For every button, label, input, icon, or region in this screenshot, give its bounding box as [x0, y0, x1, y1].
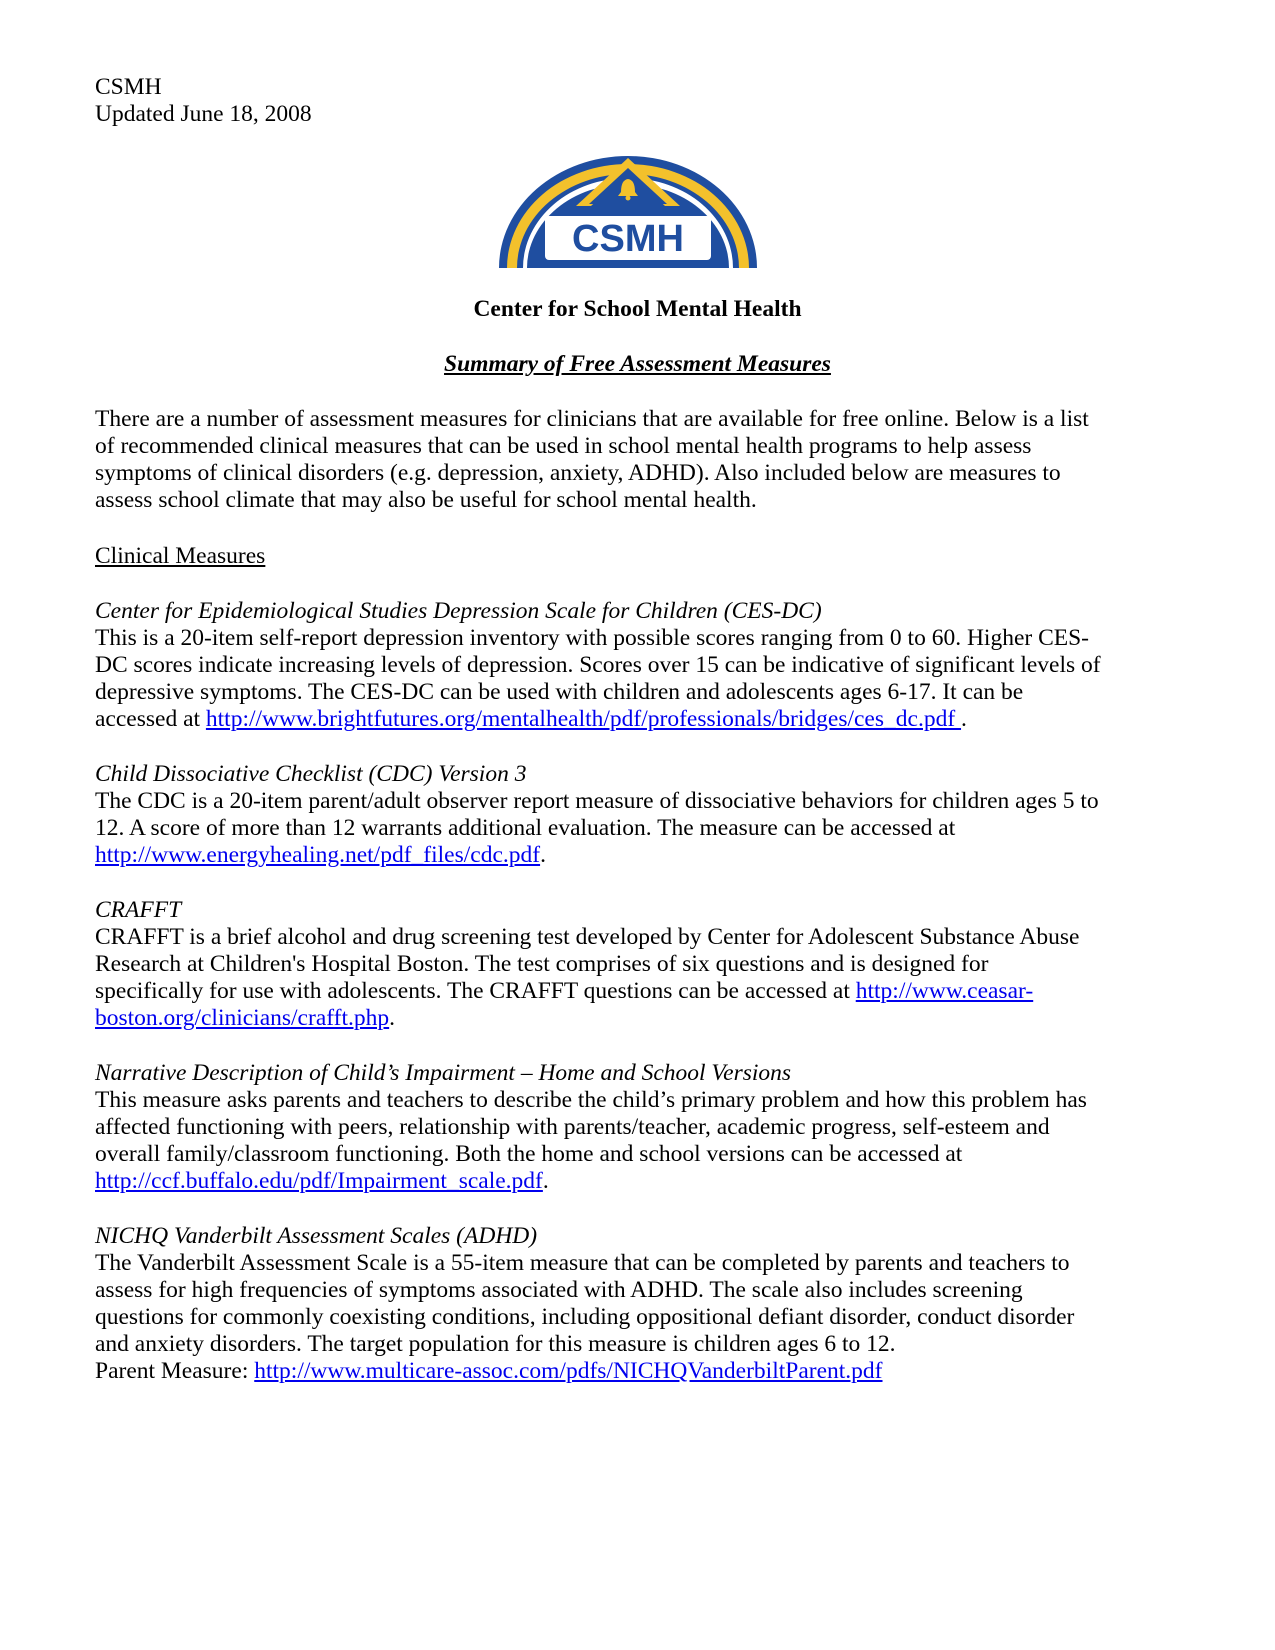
measure-text: questions for commonly coexisting conditions, including oppositional defiant disorder, conduct disorder	[95, 1304, 1075, 1330]
narrative-link[interactable]: http://ccf.buffalo.edu/pdf/Impairment_scale.pdf	[95, 1168, 543, 1194]
measure-link-line	[95, 1167, 549, 1195]
link-prefix: accessed at	[95, 706, 206, 732]
measure-title-cdc: Child Dissociative Checklist (CDC) Version 3	[95, 761, 527, 787]
logo-text: CSMH	[572, 218, 684, 260]
measure-text: This is a 20-item self-report depression inventory with possible scores ranging from 0 to 60. Higher CES-	[95, 625, 1089, 651]
header-updated: Updated June 18, 2008	[95, 101, 312, 127]
measure-text: assess for high frequencies of symptoms associated with ADHD. The scale also includes screening	[95, 1277, 1023, 1303]
intro-line: assess school climate that may also be useful for school mental health.	[95, 487, 757, 513]
parent-measure-label: Parent Measure:	[95, 1358, 255, 1384]
section-heading: Clinical Measures	[95, 543, 266, 569]
crafft-link[interactable]: http://www.ceasar-	[855, 978, 1034, 1004]
cdc-link[interactable]: http://www.energyhealing.net/pdf_files/cdc.pdf	[95, 842, 541, 868]
measure-text: depressive symptoms. The CES-DC can be used with children and adolescents ages 6-17. It can be	[95, 679, 1024, 705]
measure-text: DC scores indicate increasing levels of depression. Scores over 15 can be indicative of significant levels of	[95, 652, 1101, 678]
csmh-logo	[493, 150, 763, 282]
link-suffix: .	[540, 842, 546, 868]
measure-text: affected functioning with peers, relationship with parents/teacher, academic progress, self-esteem and	[95, 1114, 1050, 1140]
measure-link-line	[95, 705, 967, 733]
vanderbilt-parent-link[interactable]: http://www.multicare-assoc.com/pdfs/NICHQVanderbiltParent.pdf	[254, 1358, 883, 1384]
measure-link-line	[95, 1357, 883, 1385]
measure-link-line	[95, 977, 1033, 1005]
link-suffix: .	[961, 706, 967, 732]
measure-text: 12. A score of more than 12 warrants additional evaluation. The measure can be accessed at	[95, 815, 956, 841]
bell-clapper	[626, 196, 631, 201]
intro-line: symptoms of clinical disorders (e.g. depression, anxiety, ADHD). Also included below are measures to	[95, 460, 1061, 486]
measure-text: overall family/classroom functioning. Both the home and school versions can be accessed at	[95, 1141, 963, 1167]
measure-text: and anxiety disorders. The target population for this measure is children ages 6 to 12.	[95, 1331, 896, 1357]
link-suffix: .	[389, 1005, 396, 1031]
cesdc-link[interactable]: http://www.brightfutures.org/mentalhealth/pdf/professionals/bridges/ces_dc.pdf	[205, 706, 962, 732]
link-prefix: specifically for use with adolescents. The CRAFFT questions can be accessed at	[95, 978, 856, 1004]
measure-text: This measure asks parents and teachers to describe the child’s primary problem and how this problem has	[95, 1087, 1087, 1113]
measure-title-crafft: CRAFFT	[95, 897, 182, 923]
measure-text: The CDC is a 20-item parent/adult observer report measure of dissociative behaviors for children ages 5 to	[95, 788, 1099, 814]
measure-title-narrative: Narrative Description of Child’s Impairment – Home and School Versions	[95, 1060, 792, 1086]
measure-title-vanderbilt: NICHQ Vanderbilt Assessment Scales (ADHD)	[95, 1223, 538, 1249]
page-title: Center for School Mental Health	[473, 296, 802, 322]
link-suffix: .	[542, 1168, 549, 1194]
intro-line: of recommended clinical measures that can be used in school mental health programs to help assess	[95, 433, 1032, 459]
measure-title-cesdc: Center for Epidemiological Studies Depression Scale for Children (CES-DC)	[95, 598, 822, 624]
intro-line: There are a number of assessment measures for clinicians that are available for free online. Below is a list	[95, 406, 1089, 432]
measure-text: Research at Children's Hospital Boston. The test comprises of six questions and is designed for	[95, 951, 989, 977]
header-org: CSMH	[95, 74, 162, 100]
measure-link-line	[95, 841, 546, 869]
measure-link-line	[95, 1004, 395, 1032]
measure-text: The Vanderbilt Assessment Scale is a 55-item measure that can be completed by parents and teachers to	[95, 1250, 1070, 1276]
page-subtitle: Summary of Free Assessment Measures	[444, 351, 831, 377]
crafft-link-continued[interactable]: boston.org/clinicians/crafft.php	[95, 1005, 390, 1031]
measure-text: CRAFFT is a brief alcohol and drug screening test developed by Center for Adolescent Substance Abuse	[95, 924, 1080, 950]
